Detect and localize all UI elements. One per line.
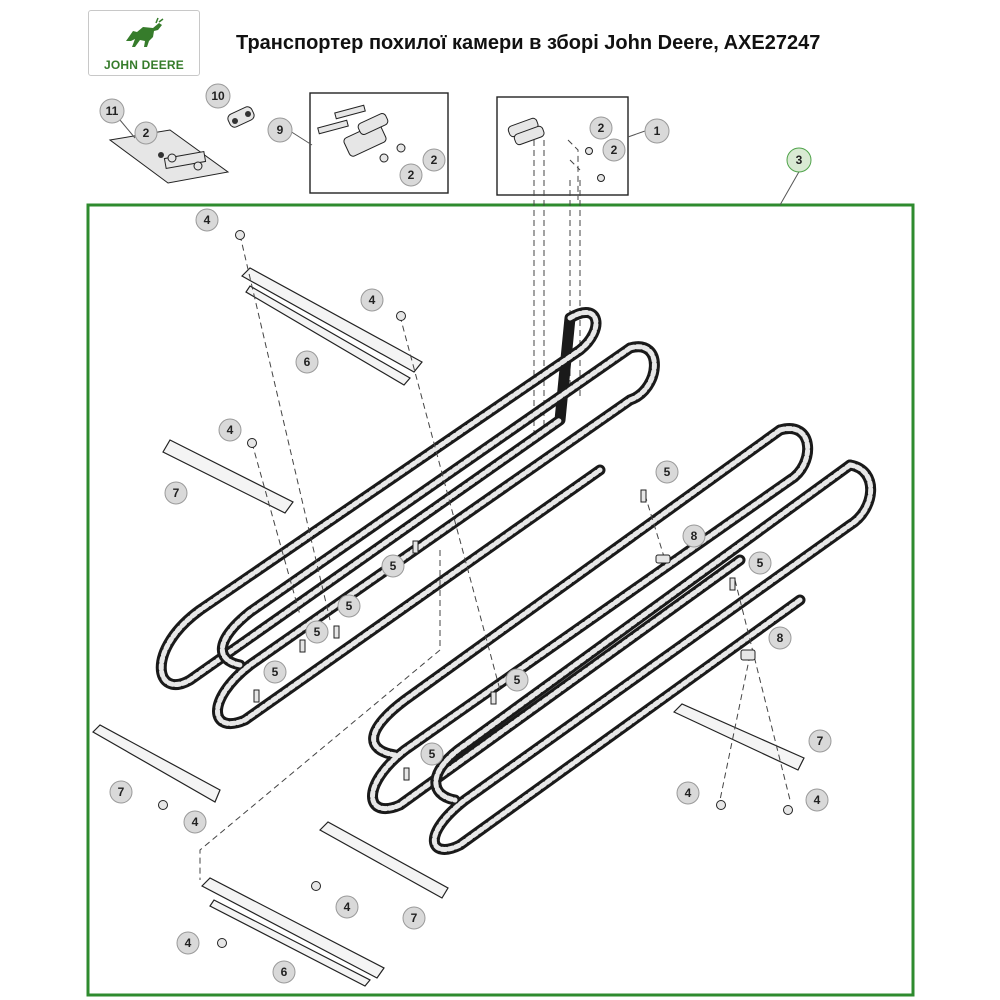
connector-plate-11 xyxy=(110,130,228,183)
svg-text:2: 2 xyxy=(597,121,605,135)
callout-8 xyxy=(769,627,791,649)
callout-9 xyxy=(268,118,292,142)
chain-link-10 xyxy=(226,105,255,129)
svg-text:7: 7 xyxy=(172,486,180,500)
svg-text:5: 5 xyxy=(345,599,353,613)
callout-4 xyxy=(806,789,828,811)
page-title: Транспортер похилої камери в зборі John Deere, AXE27247 xyxy=(236,32,821,54)
svg-text:4: 4 xyxy=(684,786,692,800)
svg-text:6: 6 xyxy=(303,355,311,369)
slat-7-lower-center xyxy=(320,822,448,898)
svg-text:6: 6 xyxy=(280,965,288,979)
callout-5 xyxy=(382,555,404,577)
svg-text:4: 4 xyxy=(184,936,192,950)
svg-text:1: 1 xyxy=(653,124,661,138)
callout-5 xyxy=(421,743,443,765)
callout-2 xyxy=(135,122,157,144)
callout-2 xyxy=(423,149,445,171)
svg-text:11: 11 xyxy=(105,104,119,118)
callout-5 xyxy=(749,552,771,574)
svg-text:2: 2 xyxy=(430,153,438,167)
svg-text:7: 7 xyxy=(410,911,418,925)
callout-4 xyxy=(336,896,358,918)
callout-2 xyxy=(400,164,422,186)
callout-2 xyxy=(590,117,612,139)
svg-text:4: 4 xyxy=(368,293,376,307)
svg-text:4: 4 xyxy=(191,815,199,829)
svg-text:4: 4 xyxy=(813,793,821,807)
svg-text:5: 5 xyxy=(663,465,671,479)
callout-4 xyxy=(677,782,699,804)
callout-5 xyxy=(306,621,328,643)
svg-text:4: 4 xyxy=(343,900,351,914)
svg-text:9: 9 xyxy=(276,123,284,137)
svg-text:2: 2 xyxy=(142,126,150,140)
callout-6 xyxy=(273,961,295,983)
callout-4 xyxy=(196,209,218,231)
callout-10 xyxy=(206,84,230,108)
callout-5 xyxy=(338,595,360,617)
svg-text:5: 5 xyxy=(271,665,279,679)
callout-11 xyxy=(100,99,124,123)
svg-text:8: 8 xyxy=(690,529,698,543)
callout-5 xyxy=(656,461,678,483)
callout-5 xyxy=(264,661,286,683)
svg-text:5: 5 xyxy=(389,559,397,573)
svg-text:5: 5 xyxy=(428,747,436,761)
logo-wordmark: JOHN DEERE xyxy=(103,58,185,72)
callout-8 xyxy=(683,525,705,547)
callout-7 xyxy=(403,907,425,929)
svg-text:4: 4 xyxy=(226,423,234,437)
svg-text:2: 2 xyxy=(407,168,415,182)
svg-text:3: 3 xyxy=(795,153,803,167)
svg-text:10: 10 xyxy=(211,89,225,103)
connecting-link-9 xyxy=(318,105,405,162)
svg-text:5: 5 xyxy=(756,556,764,570)
callout-2 xyxy=(603,139,625,161)
callout-5 xyxy=(506,669,528,691)
svg-text:7: 7 xyxy=(117,785,125,799)
callout-6 xyxy=(296,351,318,373)
svg-text:5: 5 xyxy=(313,625,321,639)
svg-text:8: 8 xyxy=(776,631,784,645)
callout-3 xyxy=(787,148,811,172)
svg-text:2: 2 xyxy=(610,143,618,157)
callout-7 xyxy=(809,730,831,752)
slat-7-right xyxy=(674,704,804,770)
callout-4 xyxy=(219,419,241,441)
callout-7 xyxy=(110,781,132,803)
callout-1 xyxy=(645,119,669,143)
callout-4 xyxy=(177,932,199,954)
callout-4 xyxy=(361,289,383,311)
callout-7 xyxy=(165,482,187,504)
callout-4 xyxy=(184,811,206,833)
svg-text:7: 7 xyxy=(816,734,824,748)
svg-text:5: 5 xyxy=(513,673,521,687)
svg-text:4: 4 xyxy=(203,213,211,227)
slat-6-top xyxy=(242,268,422,385)
